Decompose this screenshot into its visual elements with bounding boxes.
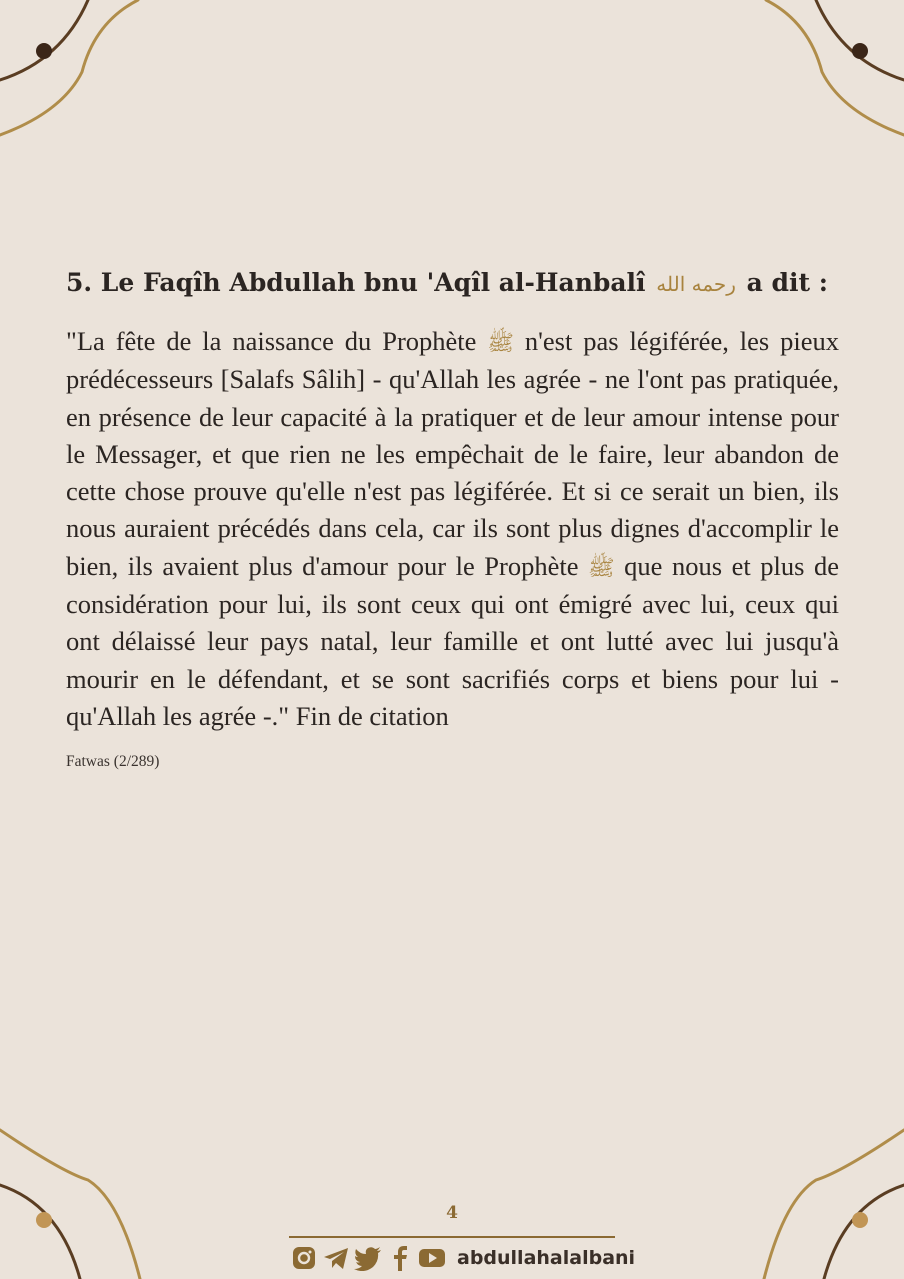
salutation-glyph: ﷺ: [588, 554, 615, 580]
source-reference: Fatwas (2/289): [66, 753, 160, 771]
section-heading: [66, 258, 839, 309]
quote-text-part-3: que nous et plus de considération pour lui, ils sont ceux qui ont émigré avec lui, ceux qui ont délaissé leur pays natal, leur famille et ont lutté avec lui jusqu'à mourir en le défendant, et se sont sacrifiés corps et biens pour lui - qu'Allah les agrée -." Fin de citation: [66, 550, 840, 731]
instagram-icon[interactable]: [289, 1243, 319, 1273]
corner-ornament-top-left: [0, 0, 138, 135]
youtube-icon[interactable]: [417, 1243, 447, 1273]
corner-dot-top-right: [852, 43, 868, 59]
quote-paragraph: [66, 323, 839, 735]
twitter-icon[interactable]: [353, 1243, 383, 1273]
social-handle[interactable]: abdullahalalbani: [457, 1247, 636, 1269]
heading-suffix: a dit :: [746, 268, 829, 297]
social-bar: [289, 1243, 635, 1273]
quote-text-part-2: n'est pas légiférée, les pieux prédécesseurs [Salafs Sâlih] - qu'Allah les agrée - ne l'ont pas pratiquée, en présence de leur capacité à la pratiquer et de leur amour intense pour le Messager, et que rien ne les empêchait de le faire, leur abandon de cette chose prouve qu'elle n'est pas légiférée. Et si ce serait un bien, ils nous auraient précédés dans cela, car ils sont plus dignes d'accomplir le bien, ils avaient plus d'amour pour le Prophète: [66, 326, 840, 581]
page-number: 4: [446, 1203, 458, 1223]
quote-text-part-1: "La fête de la naissance du Prophète: [66, 326, 477, 356]
corner-dot-top-left: [36, 43, 52, 59]
corner-ornament-top-right: [766, 0, 904, 135]
honorific-arabic: رحمه الله: [656, 272, 736, 296]
telegram-icon[interactable]: [321, 1243, 351, 1273]
main-content: [66, 258, 839, 771]
footer-divider: [289, 1236, 615, 1238]
facebook-icon[interactable]: [385, 1243, 415, 1273]
salutation-glyph: ﷺ: [487, 330, 514, 355]
heading-text: 5. Le Faqîh Abdullah bnu 'Aqîl al-Hanbalî: [66, 268, 646, 297]
